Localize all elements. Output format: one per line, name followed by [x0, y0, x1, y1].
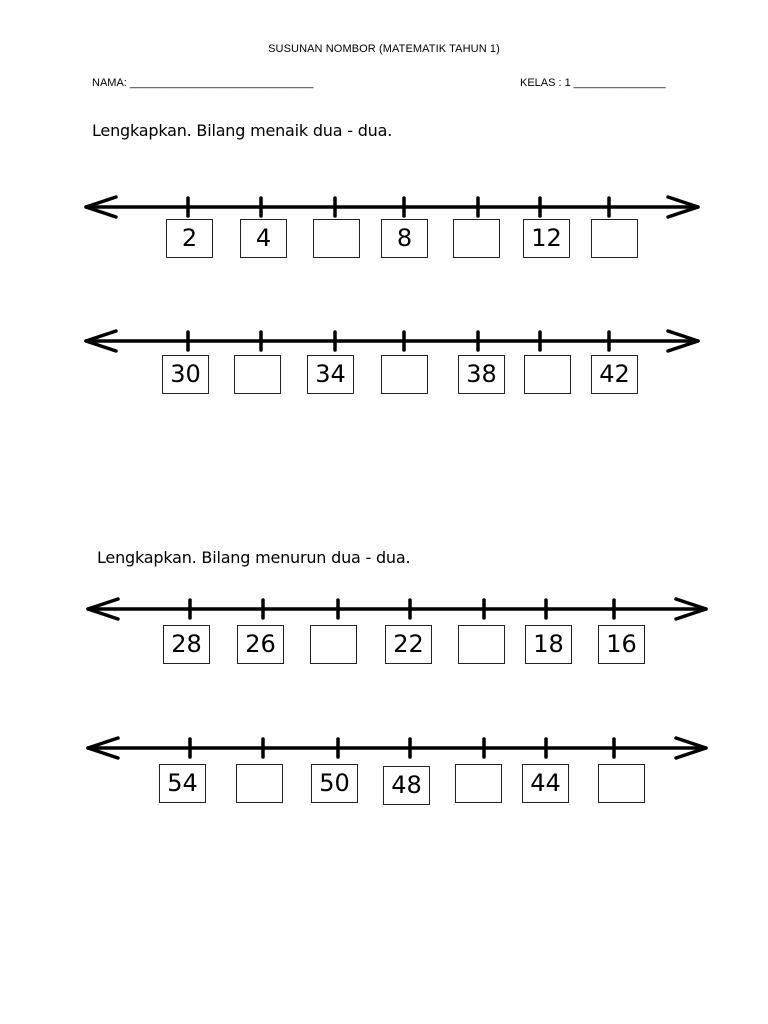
number-box[interactable]: 44	[522, 764, 569, 803]
number-box[interactable]: 4	[240, 219, 287, 258]
number-box[interactable]: 8	[381, 219, 428, 258]
number-line-4	[88, 738, 706, 758]
number-box[interactable]	[310, 625, 357, 664]
number-box[interactable]	[458, 625, 505, 664]
number-box[interactable]: 30	[162, 355, 209, 394]
number-box[interactable]	[524, 355, 571, 394]
number-box[interactable]	[236, 764, 283, 803]
number-box[interactable]: 18	[525, 625, 572, 664]
name-field-label: NAMA: ______________________________	[92, 77, 314, 89]
number-line-1	[86, 197, 698, 217]
number-line-3	[88, 599, 706, 619]
number-box[interactable]: 22	[385, 625, 432, 664]
number-box[interactable]	[455, 764, 502, 803]
number-box[interactable]	[598, 764, 645, 803]
number-box[interactable]: 48	[383, 766, 430, 805]
instruction-count-up: Lengkapkan. Bilang menaik dua - dua.	[92, 121, 393, 140]
number-box[interactable]	[453, 219, 500, 258]
instruction-count-down: Lengkapkan. Bilang menurun dua - dua.	[97, 548, 411, 567]
worksheet-title: SUSUNAN NOMBOR (MATEMATIK TAHUN 1)	[268, 43, 500, 55]
number-box[interactable]: 50	[311, 764, 358, 803]
number-box[interactable]: 54	[159, 764, 206, 803]
number-box[interactable]: 42	[591, 355, 638, 394]
number-box[interactable]	[381, 355, 428, 394]
number-box[interactable]: 2	[166, 219, 213, 258]
class-field-label: KELAS : 1 _______________	[520, 77, 666, 89]
number-box[interactable]: 38	[458, 355, 505, 394]
number-box[interactable]	[591, 219, 638, 258]
number-box[interactable]: 34	[307, 355, 354, 394]
number-line-2	[86, 331, 698, 351]
number-box[interactable]: 26	[237, 625, 284, 664]
number-box[interactable]	[313, 219, 360, 258]
number-box[interactable]	[234, 355, 281, 394]
number-box[interactable]: 16	[598, 625, 645, 664]
number-box[interactable]: 12	[523, 219, 570, 258]
number-box[interactable]: 28	[163, 625, 210, 664]
